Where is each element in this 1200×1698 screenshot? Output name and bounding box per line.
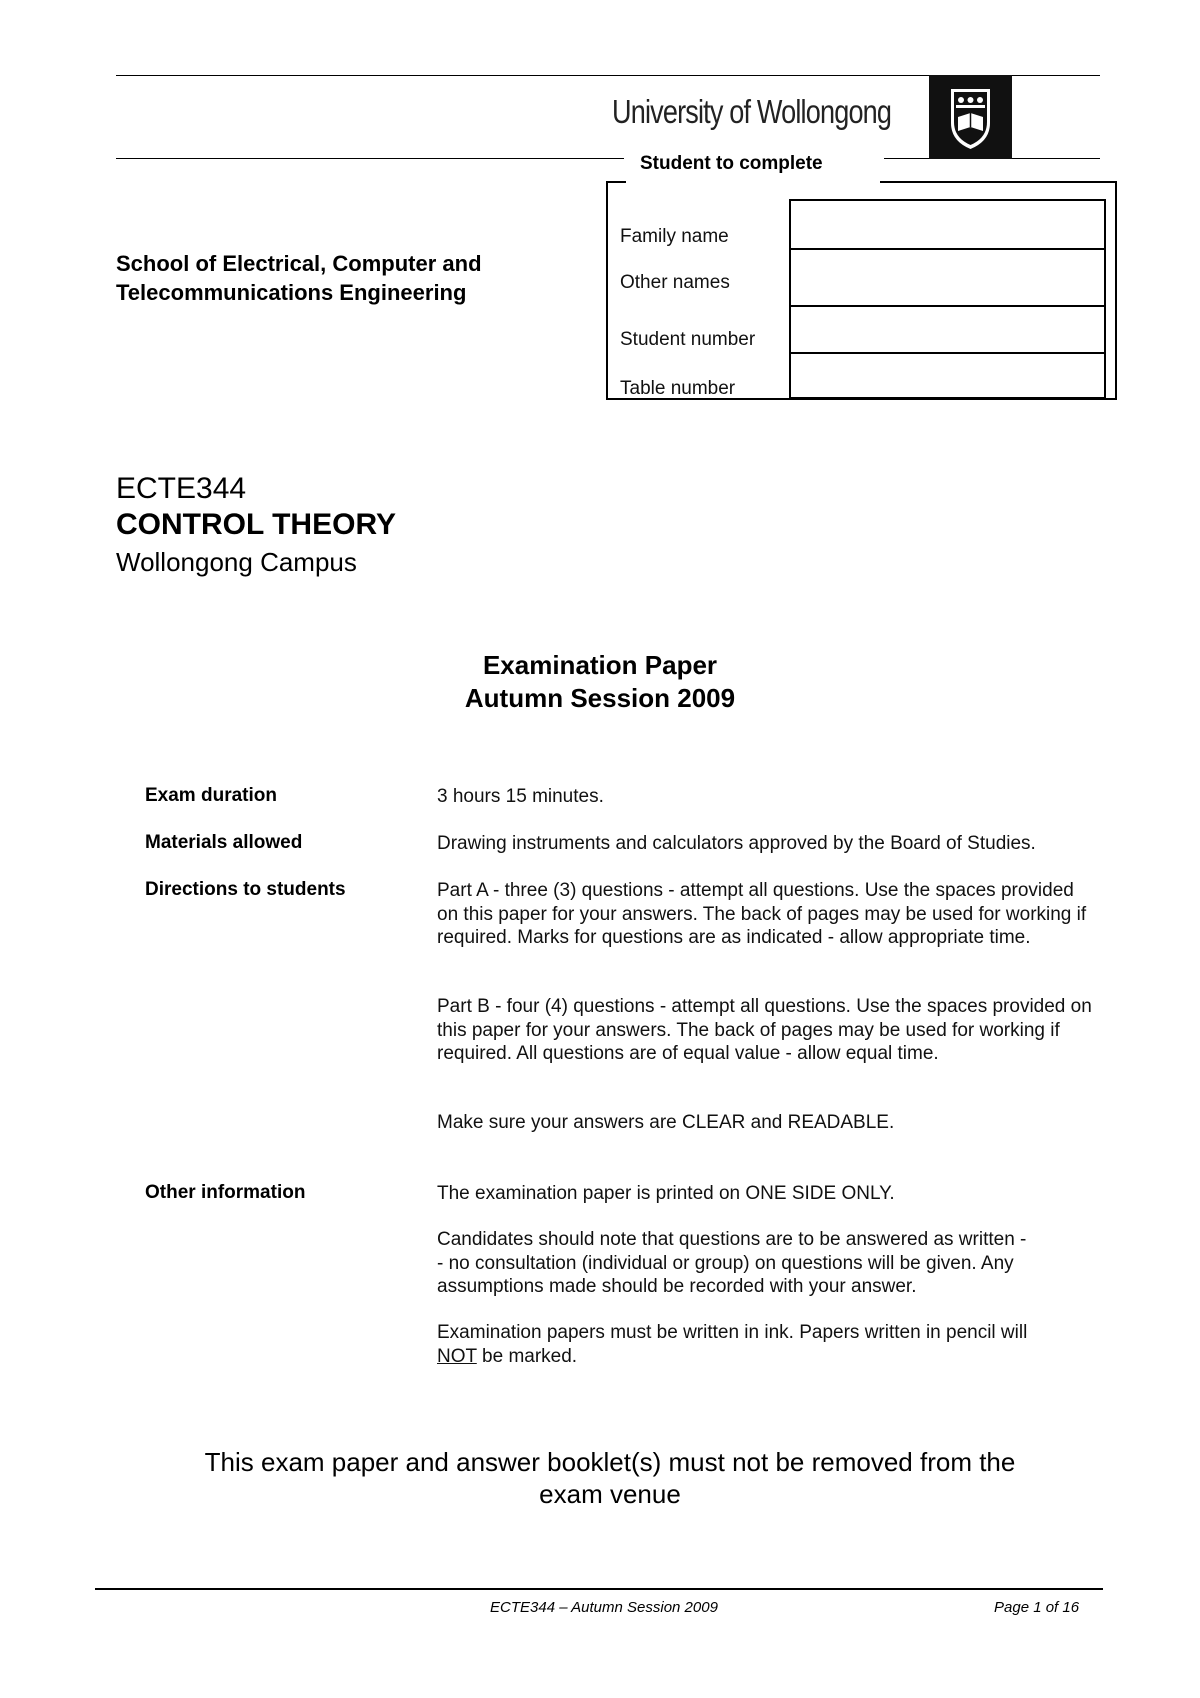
other-info-one-side: The examination paper is printed on ONE SIDE ONLY.	[437, 1183, 895, 1204]
directions-readable: Make sure your answers are CLEAR and READABLE.	[437, 1112, 895, 1133]
other-info-questions-line1: Candidates should note that questions are to be answered as written -	[437, 1229, 1027, 1250]
field-divider	[791, 352, 1104, 354]
materials-label: Materials allowed	[145, 832, 303, 853]
campus-name: Wollongong Campus	[116, 547, 357, 577]
not-emphasis: NOT	[437, 1345, 477, 1367]
removal-notice-line2: exam venue	[539, 1479, 681, 1509]
family-name-label: Family name	[620, 226, 729, 247]
student-number-label: Student number	[620, 329, 756, 350]
school-name-line1: School of Electrical, Computer and	[116, 251, 482, 276]
other-info-ink	[437, 1321, 1097, 1368]
field-divider	[791, 305, 1104, 307]
directions-label: Directions to students	[145, 879, 346, 900]
exam-title: Examination Paper	[482, 650, 718, 680]
footer-rule	[95, 1588, 1103, 1590]
course-code: ECTE344	[116, 472, 247, 505]
directions-part-b: Part B - four (4) questions - attempt all questions. Use the spaces provided on this paper for your answers. The back of pages may be used for working if required. All questions are of equal value - allow equal time.	[437, 996, 1092, 1064]
duration-label: Exam duration	[145, 785, 277, 806]
family-name-field[interactable]	[795, 205, 1100, 245]
duration-value: 3 hours 15 minutes.	[437, 786, 604, 807]
table-number-field[interactable]	[795, 357, 1100, 395]
footer-course-session: ECTE344 – Autumn Session 2009	[490, 1599, 718, 1616]
footer-page-number: Page 1 of 16	[994, 1599, 1080, 1616]
other-info-questions	[437, 1228, 1097, 1299]
exam-session: Autumn Session 2009	[464, 683, 736, 713]
student-box-title-gap	[626, 178, 880, 186]
student-box-title: Student to complete	[640, 153, 823, 174]
student-number-field[interactable]	[795, 310, 1100, 348]
university-name: University of Wollongong	[612, 93, 892, 130]
course-name: CONTROL THEORY	[116, 508, 397, 541]
removal-notice	[160, 1446, 1060, 1510]
other-info-ink-line2	[437, 1345, 1097, 1369]
other-names-label: Other names	[620, 272, 730, 293]
header-bottom-rule-left	[116, 158, 624, 159]
other-info-label: Other information	[145, 1182, 306, 1203]
student-fields-column	[789, 199, 1106, 399]
removal-notice-line1: This exam paper and answer booklet(s) must not be removed from the	[204, 1447, 1016, 1477]
other-info-ink-line1: Examination papers must be written in ink. Papers written in pencil will	[437, 1322, 1028, 1343]
field-divider	[791, 248, 1104, 250]
university-crest-icon	[929, 75, 1012, 159]
other-info-ink-end: be marked.	[476, 1345, 578, 1367]
other-names-field[interactable]	[795, 253, 1100, 301]
school-name-line2: Telecommunications Engineering	[116, 280, 467, 305]
school-name	[116, 249, 482, 307]
directions-part-a: Part A - three (3) questions - attempt all questions. Use the spaces provided on this paper for your answers. The back of pages may be used for working if required. Marks for questions are as indicated - allow appropriate time.	[437, 880, 1087, 948]
materials-value: Drawing instruments and calculators approved by the Board of Studies.	[437, 833, 1036, 854]
other-info-questions-rest: - no consultation (individual or group) on questions will be given. Any assumptions made should be recorded with your answer.	[437, 1252, 1014, 1297]
table-number-label: Table number	[620, 378, 736, 399]
